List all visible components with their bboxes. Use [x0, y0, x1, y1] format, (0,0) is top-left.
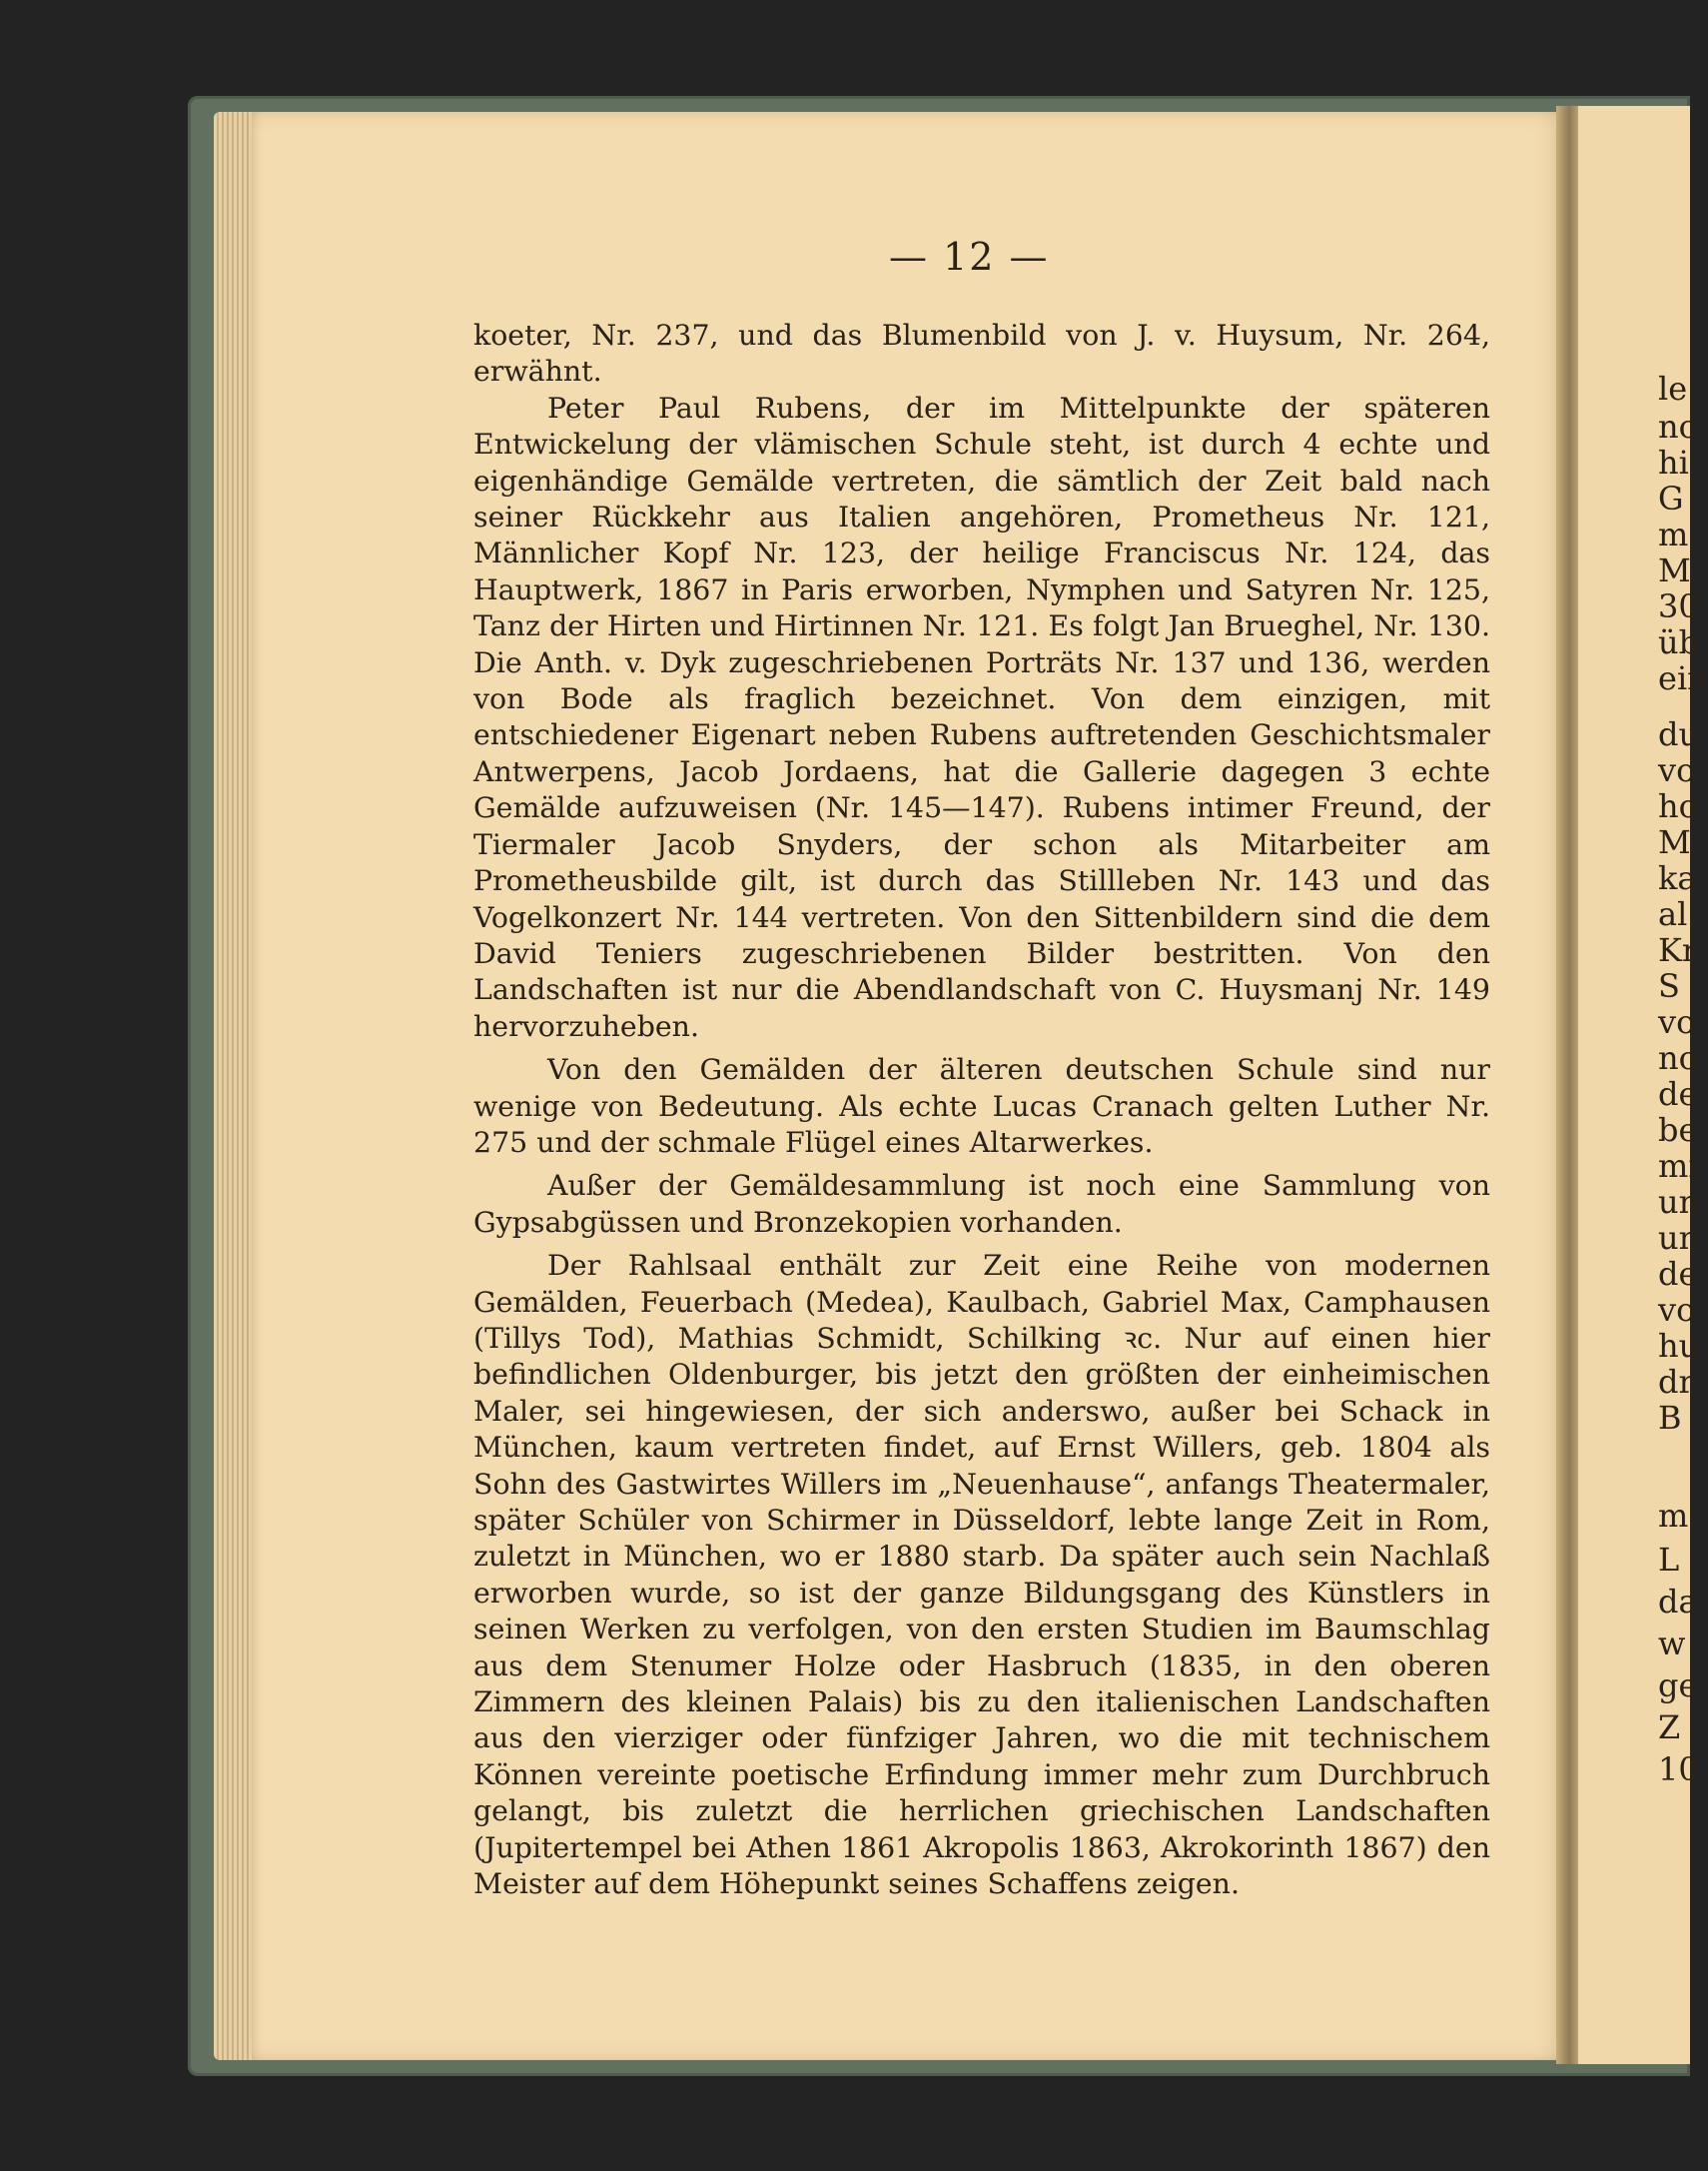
paragraph: Außer der Gemäldesammlung ist noch eine Sammlung von Gypsabgüssen und Bronzekopien vorhanden. — [473, 1169, 1490, 1239]
body-text — [473, 318, 1490, 1902]
facing-fragment: Z — [1658, 1708, 1681, 1746]
facing-fragment: Kr — [1658, 931, 1698, 969]
facing-fragment: le — [1658, 370, 1688, 408]
facing-fragment: S — [1658, 967, 1680, 1005]
facing-fragment: ho — [1658, 787, 1698, 825]
facing-fragment: mi — [1658, 1147, 1699, 1185]
facing-fragment: ein — [1658, 659, 1708, 697]
facing-fragment: 10 — [1658, 1750, 1699, 1788]
facing-fragment: ge — [1658, 1666, 1698, 1704]
facing-fragment: B — [1658, 1399, 1682, 1437]
book-gutter — [1556, 106, 1578, 2064]
paragraph: Von den Gemälden der älteren deutschen Schule sind nur wenige von Bedeutung. Als echte Lucas Cranach gelten Luther Nr. 275 und der schmale Flügel eines Altarwerkes. — [473, 1053, 1490, 1159]
facing-fragment: da — [1658, 1583, 1698, 1621]
facing-fragment: M — [1658, 551, 1691, 589]
facing-fragment: vo — [1658, 751, 1696, 789]
facing-fragment: du — [1658, 715, 1700, 753]
facing-fragment: un — [1658, 1183, 1700, 1221]
facing-fragment: no — [1658, 1039, 1698, 1077]
facing-fragment: vo — [1658, 1291, 1696, 1329]
facing-fragment: de — [1658, 1075, 1698, 1113]
facing-fragment: dr — [1658, 1363, 1694, 1401]
facing-fragment: no — [1658, 408, 1698, 446]
facing-page — [1578, 106, 1708, 2064]
facing-fragment: be — [1658, 1111, 1698, 1149]
facing-fragment: üb — [1658, 623, 1700, 661]
facing-fragment: L — [1658, 1541, 1680, 1579]
facing-fragment: m — [1658, 516, 1689, 553]
facing-fragment: w — [1658, 1625, 1686, 1662]
paragraph: Peter Paul Rubens, der im Mittelpunkte der späteren Entwickelung der vlämischen Schule steht, ist durch 4 echte und eigenhändige Gemälde vertreten, die sämtlich der Zeit bald nach seiner Rückkehr aus Italien angehören, Prometheus Nr. 121, Männlicher Kopf Nr. 123, der heilige Franciscus Nr. 124, das Hauptwerk, 1867 in Paris erworben, Nymphen und Satyren Nr. 125, Tanz der Hirten und Hirtinnen Nr. 121. Es folgt Jan Brueghel, Nr. 130. Die Anth. v. Dyk zugeschriebenen Porträts Nr. 137 und 136, werden von Bode als fraglich bezeichnet. Von dem einzigen, mit entschiedener Eigenart neben Rubens auftretenden Geschichtsmaler Antwerpens, Jacob Jordaens, hat die Gallerie dagegen 3 echte Gemälde aufzuweisen (Nr. 145—147). Rubens intimer Freund, der Tiermaler Jacob Snyders, der schon als Mitarbeiter am Prometheusbilde gilt, ist durch das Stillleben Nr. 143 und das Vogelkonzert Nr. 144 vertreten. Von den Sittenbildern sind die dem David Teniers zugeschriebenen Bilder bestritten. Von den Landschaften ist nur die Abendlandschaft von C. Huysmanj Nr. 149 hervorzuheben. — [473, 391, 1490, 1043]
paragraph: koeter, Nr. 237, und das Blumenbild von J. v. Huysum, Nr. 264, erwähnt. — [473, 319, 1490, 389]
facing-fragment: hu — [1658, 1327, 1700, 1365]
facing-fragment: al — [1658, 895, 1688, 933]
facing-fragment: m — [1658, 1497, 1689, 1535]
page-number: — 12 — — [889, 235, 1050, 279]
facing-fragment: ka — [1658, 859, 1697, 897]
facing-fragment: M — [1658, 823, 1691, 861]
facing-fragment: G — [1658, 480, 1684, 518]
facing-fragment: un — [1658, 1219, 1700, 1257]
facing-fragment: hi — [1658, 444, 1689, 482]
facing-fragment: de — [1658, 1255, 1698, 1293]
facing-fragment: vo — [1658, 1003, 1696, 1041]
facing-fragment: 30 — [1658, 587, 1699, 625]
paragraph: Der Rahlsaal enthält zur Zeit eine Reihe von modernen Gemälden, Feuerbach (Medea), Kaulbach, Gabriel Max, Camphausen (Tillys Tod), Mathias Schmidt, Schilking ꝛc. Nur auf einen hier befindlichen Oldenburger, bis jetzt den größten der einheimischen Maler, sei hingewiesen, der sich anderswo, außer bei Schack in München, kaum vertreten findet, auf Ernst Willers, geb. 1804 als Sohn des Gastwirtes Willers im „Neuenhause“, anfangs Theatermaler, später Schüler von Schirmer in Düsseldorf, lebte lange Zeit in Rom, zuletzt in München, wo er 1880 starb. Da später auch sein Nachlaß erworben wurde, so ist der ganze Bildungsgang des Künstlers in seinen Werken zu verfolgen, von den ersten Studien im Baumschlag aus dem Stenumer Holze oder Hasbruch (1835, in den oberen Zimmern des kleinen Palais) bis zu den italienischen Landschaften aus den vierziger oder fünfziger Jahren, wo die mit technischem Können vereinte poetische Erfindung immer mehr zum Durchbruch gelangt, bis zuletzt die herrlichen griechischen Landschaften (Jupitertempel bei Athen 1861 Akropolis 1863, Akrokorinth 1867) den Meister auf dem Höhepunkt seines Schaffens zeigen. — [473, 1249, 1490, 1901]
page-edges — [214, 112, 254, 2060]
